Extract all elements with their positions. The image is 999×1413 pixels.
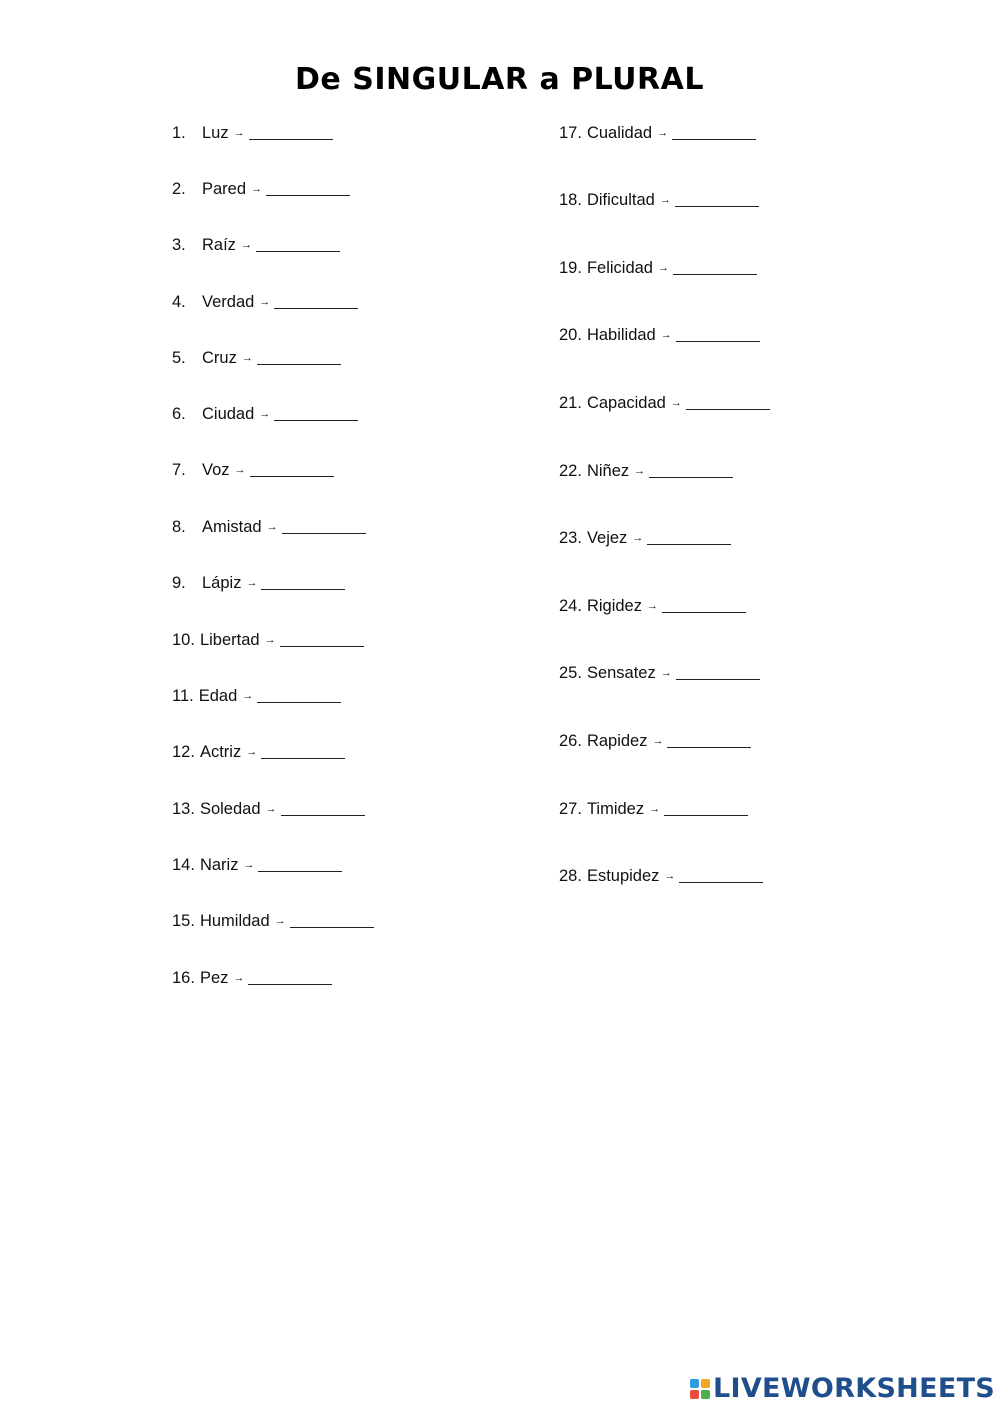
item-word: Vejez bbox=[586, 529, 628, 547]
item-number: 24. bbox=[559, 597, 582, 615]
item-number: 2. bbox=[172, 180, 186, 198]
item-number: 25. bbox=[559, 664, 582, 682]
answer-blank[interactable] bbox=[249, 123, 333, 140]
list-item bbox=[559, 323, 760, 347]
answer-blank[interactable] bbox=[672, 123, 756, 140]
list-item bbox=[559, 459, 733, 483]
answer-blank[interactable] bbox=[280, 630, 364, 647]
arrow-icon: → bbox=[649, 803, 661, 815]
answer-blank[interactable] bbox=[281, 799, 365, 816]
list-item bbox=[172, 966, 332, 990]
list-item bbox=[559, 864, 763, 888]
item-word: Rigidez bbox=[586, 597, 642, 615]
arrow-icon: → bbox=[652, 735, 664, 747]
item-number: 23. bbox=[559, 529, 582, 547]
list-item bbox=[559, 121, 756, 145]
answer-blank[interactable] bbox=[257, 686, 341, 703]
arrow-icon: → bbox=[265, 803, 277, 815]
item-number: 19. bbox=[559, 259, 582, 277]
list-item bbox=[559, 256, 757, 280]
arrow-icon: → bbox=[243, 859, 255, 871]
arrow-icon: → bbox=[259, 408, 271, 420]
item-number: 17. bbox=[559, 124, 582, 142]
answer-blank[interactable] bbox=[250, 460, 334, 477]
answer-blank[interactable] bbox=[257, 348, 341, 365]
answer-blank[interactable] bbox=[248, 968, 332, 985]
arrow-icon: → bbox=[657, 127, 669, 139]
item-number: 6. bbox=[172, 405, 186, 423]
item-number: 5. bbox=[172, 349, 186, 367]
item-word: Libertad bbox=[199, 631, 260, 649]
answer-blank[interactable] bbox=[274, 292, 358, 309]
item-number: 16. bbox=[172, 969, 195, 987]
logo-square-v bbox=[690, 1390, 699, 1399]
item-number: 26. bbox=[559, 732, 582, 750]
item-number: 4. bbox=[172, 293, 186, 311]
item-word: Pez bbox=[199, 969, 229, 987]
arrow-icon: → bbox=[241, 352, 253, 364]
answer-blank[interactable] bbox=[649, 461, 733, 478]
answer-blank[interactable] bbox=[282, 517, 366, 534]
answer-blank[interactable] bbox=[686, 393, 770, 410]
arrow-icon: → bbox=[664, 870, 676, 882]
worksheet-title: De SINGULAR a PLURAL bbox=[295, 62, 704, 97]
answer-blank[interactable] bbox=[679, 866, 763, 883]
arrow-icon: → bbox=[264, 634, 276, 646]
list-item bbox=[172, 740, 345, 764]
arrow-icon: → bbox=[657, 262, 669, 274]
list-item bbox=[559, 188, 759, 212]
list-item bbox=[559, 797, 748, 821]
item-word: Humildad bbox=[199, 912, 270, 930]
list-item bbox=[172, 458, 334, 482]
item-word: Timidez bbox=[586, 800, 645, 818]
item-number: 20. bbox=[559, 326, 582, 344]
item-number: 22. bbox=[559, 462, 582, 480]
list-item bbox=[172, 402, 358, 426]
logo-square-e bbox=[701, 1390, 710, 1399]
arrow-icon: → bbox=[659, 194, 671, 206]
answer-blank[interactable] bbox=[261, 742, 345, 759]
item-number: 7. bbox=[172, 461, 186, 479]
logo-square-i bbox=[701, 1379, 710, 1388]
item-word: Habilidad bbox=[586, 326, 656, 344]
item-word: Amistad bbox=[202, 518, 262, 536]
answer-blank[interactable] bbox=[290, 911, 374, 928]
item-number: 3. bbox=[172, 236, 186, 254]
answer-blank[interactable] bbox=[662, 596, 746, 613]
item-word: Capacidad bbox=[586, 394, 666, 412]
list-item bbox=[559, 526, 731, 550]
item-number: 18. bbox=[559, 191, 582, 209]
list-item bbox=[559, 594, 746, 618]
answer-blank[interactable] bbox=[667, 731, 751, 748]
list-item bbox=[559, 661, 760, 685]
list-item bbox=[172, 515, 366, 539]
item-word: Cruz bbox=[202, 349, 237, 367]
list-item bbox=[559, 729, 751, 753]
list-item bbox=[172, 346, 341, 370]
list-item bbox=[172, 233, 340, 257]
item-number: 13. bbox=[172, 800, 195, 818]
answer-blank[interactable] bbox=[647, 528, 731, 545]
logo-icon bbox=[690, 1379, 710, 1399]
answer-blank[interactable] bbox=[261, 573, 345, 590]
arrow-icon: → bbox=[246, 746, 258, 758]
item-word: Estupidez bbox=[586, 867, 660, 885]
item-word: Nariz bbox=[199, 856, 239, 874]
arrow-icon: → bbox=[266, 521, 278, 533]
answer-blank[interactable] bbox=[664, 799, 748, 816]
arrow-icon: → bbox=[233, 127, 245, 139]
answer-blank[interactable] bbox=[676, 325, 760, 342]
arrow-icon: → bbox=[251, 183, 263, 195]
answer-blank[interactable] bbox=[676, 663, 760, 680]
arrow-icon: → bbox=[634, 465, 646, 477]
item-number: 8. bbox=[172, 518, 186, 536]
item-number: 9. bbox=[172, 574, 186, 592]
item-word: Dificultad bbox=[586, 191, 655, 209]
arrow-icon: → bbox=[660, 329, 672, 341]
list-item bbox=[172, 121, 333, 145]
item-number: 10. bbox=[172, 631, 195, 649]
answer-blank[interactable] bbox=[673, 258, 757, 275]
item-word: Lápiz bbox=[202, 574, 242, 592]
list-item bbox=[172, 177, 350, 201]
item-number: 11. bbox=[172, 687, 194, 705]
logo-text: LIVEWORKSHEETS bbox=[713, 1373, 996, 1404]
item-word: Actriz bbox=[199, 743, 242, 761]
arrow-icon: → bbox=[274, 915, 286, 927]
arrow-icon: → bbox=[259, 296, 271, 308]
item-number: 21. bbox=[559, 394, 582, 412]
list-item bbox=[172, 290, 358, 314]
arrow-icon: → bbox=[632, 532, 644, 544]
liveworksheets-logo bbox=[690, 1373, 995, 1404]
answer-blank[interactable] bbox=[675, 190, 759, 207]
item-number: 28. bbox=[559, 867, 582, 885]
answer-blank[interactable] bbox=[274, 404, 358, 421]
item-number: 15. bbox=[172, 912, 195, 930]
arrow-icon: → bbox=[246, 577, 258, 589]
item-word: Felicidad bbox=[586, 259, 653, 277]
item-word: Edad bbox=[198, 687, 238, 705]
list-item bbox=[172, 909, 374, 933]
arrow-icon: → bbox=[670, 397, 682, 409]
arrow-icon: → bbox=[646, 600, 658, 612]
list-item bbox=[172, 797, 365, 821]
arrow-icon: → bbox=[234, 464, 246, 476]
item-word: Soledad bbox=[199, 800, 261, 818]
answer-blank[interactable] bbox=[256, 235, 340, 252]
list-item bbox=[559, 391, 770, 415]
item-word: Niñez bbox=[586, 462, 630, 480]
answer-blank[interactable] bbox=[266, 179, 350, 196]
item-number: 27. bbox=[559, 800, 582, 818]
item-word: Raíz bbox=[202, 236, 236, 254]
item-word: Sensatez bbox=[586, 664, 656, 682]
item-word: Rapidez bbox=[586, 732, 648, 750]
list-item bbox=[172, 684, 341, 708]
item-number: 12. bbox=[172, 743, 195, 761]
item-word: Pared bbox=[202, 180, 247, 198]
item-word: Verdad bbox=[202, 293, 255, 311]
arrow-icon: → bbox=[233, 972, 245, 984]
list-item bbox=[172, 571, 345, 595]
item-word: Luz bbox=[202, 124, 229, 142]
item-number: 14. bbox=[172, 856, 195, 874]
list-item bbox=[172, 628, 364, 652]
logo-square-l bbox=[690, 1379, 699, 1388]
item-word: Cualidad bbox=[586, 124, 653, 142]
arrow-icon: → bbox=[242, 690, 254, 702]
item-number: 1. bbox=[172, 124, 186, 142]
arrow-icon: → bbox=[660, 667, 672, 679]
arrow-icon: → bbox=[240, 239, 252, 251]
item-word: Voz bbox=[202, 461, 230, 479]
answer-blank[interactable] bbox=[258, 855, 342, 872]
list-item bbox=[172, 853, 342, 877]
item-word: Ciudad bbox=[202, 405, 255, 423]
